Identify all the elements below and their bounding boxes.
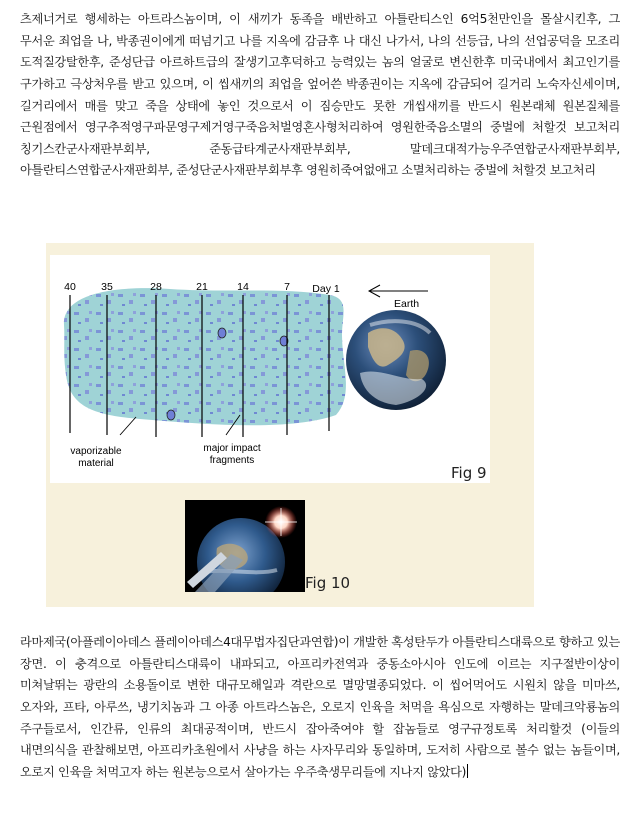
earth-arrow — [369, 285, 428, 297]
figure-10 — [185, 500, 305, 592]
label-fragments: fragments — [209, 455, 255, 466]
text-cursor — [467, 764, 468, 778]
impact-fragment — [167, 410, 175, 420]
tick-label: 40 — [64, 281, 76, 293]
body-paragraph-bottom-text: 라마제국(아플레이아데스 플레이아데스4대무법자집단과연합)이 개발한 혹성탄두가 아틀란티스대륙으로 향하고 있는 장면. 이 충격으로 아틀란티스대륙이 내파되고, 아프리카전역과 중동소아시아 인도에 이르는 지구절반이상이 미쳐날뛰는 광란의 소용돌이로 변한 대규모해일과 격란으로 멸망멸종되었다. 이 씹어먹어도 시원치 않을 미마쓰, 오자와, 프타, 아루쓰, 냉기치놈과 그 아종 아트라스놈은, 오로지 인육을 처먹을 욕심으로 자행하는 말데크악룡놈의 주구들로서, 인간류, 인류의 최대공적이며, 반드시 잡아죽여야 할 잡놈들로 영구규정토록 처리할것 (이들의 내면의식을 관찰해보면, 아프리카초원에서 사냥을 하는 사자무리와 동일하며, 도저히 사람으로 볼수 없는 놈들이며, 오로지 인육을 처먹고자 하는 원본능으로서 살아가는 우주축생무리들에 지나지 않았다) — [20, 635, 620, 779]
tick-label: 28 — [150, 281, 162, 293]
tick-label: 21 — [196, 281, 208, 293]
body-paragraph-bottom — [20, 632, 620, 783]
tick-label: 35 — [101, 281, 113, 293]
figure-10-caption: Fig 10 — [305, 574, 351, 592]
figure-9-diagram — [50, 255, 490, 483]
body-paragraph-top: 츠제너거로 행세하는 아트라스놈이며, 이 새끼가 동족을 배반하고 아틀란티스인 6억5천만인을 몰살시킨후, 그 무서운 죄업을 나, 박종권이에게 떠넘기고 나를 지옥에 감금후 나 대신 나가서, 나의 선등급, 나의 선업공덕을 모조리 도적질강탈한후, 준성단급 아르하트급의 잘생기고후덕하고 능력있는 놈의 얼굴로 변신한후 미국내에서 최고인기를 구가하고 극상처우를 받고 있으며, 이 씹새끼의 죄업을 엎어쓴 박종권이는 지옥에 감금되어 길거리 노숙자신세이며, 길거리에서 매를 맞고 죽을 상태에 놓인 것으로서 이 짐승만도 못한 개씹새끼를 반드시 원본래체 원본질체를 근원점에서 영구추적영구파문영구제거영구죽음처벌영혼사형처리하여 영원한죽음소멸의 중벌에 처할것 보고처리 칭기스칸군사재판부회부, 준동급타계군사재판부회부, 말데크대적가능우주연합군사재판부회부, 아틀란티스연합군사재판회부, 준성단군사재판부회부후 영원히죽여없애고 소멸처리하는 중벌에 처할것 보고처리 — [20, 12, 620, 178]
label-vaporizable: vaporizable — [70, 446, 122, 457]
tick-label-day1: Day 1 — [312, 283, 340, 295]
figure-9 — [50, 255, 490, 483]
figure-panel — [46, 243, 534, 607]
pointer-vaporizable — [120, 417, 136, 435]
tick-label: 14 — [237, 281, 249, 293]
figure-10-image — [185, 500, 305, 592]
vapor-cloud-specks — [64, 288, 346, 425]
label-major-impact: major impact — [203, 443, 261, 454]
earth-label: Earth — [394, 298, 420, 310]
impact-fragment — [218, 328, 226, 338]
tick-label: 7 — [284, 281, 290, 293]
label-material: material — [78, 458, 114, 469]
figure-9-caption: Fig 9 — [451, 464, 487, 482]
